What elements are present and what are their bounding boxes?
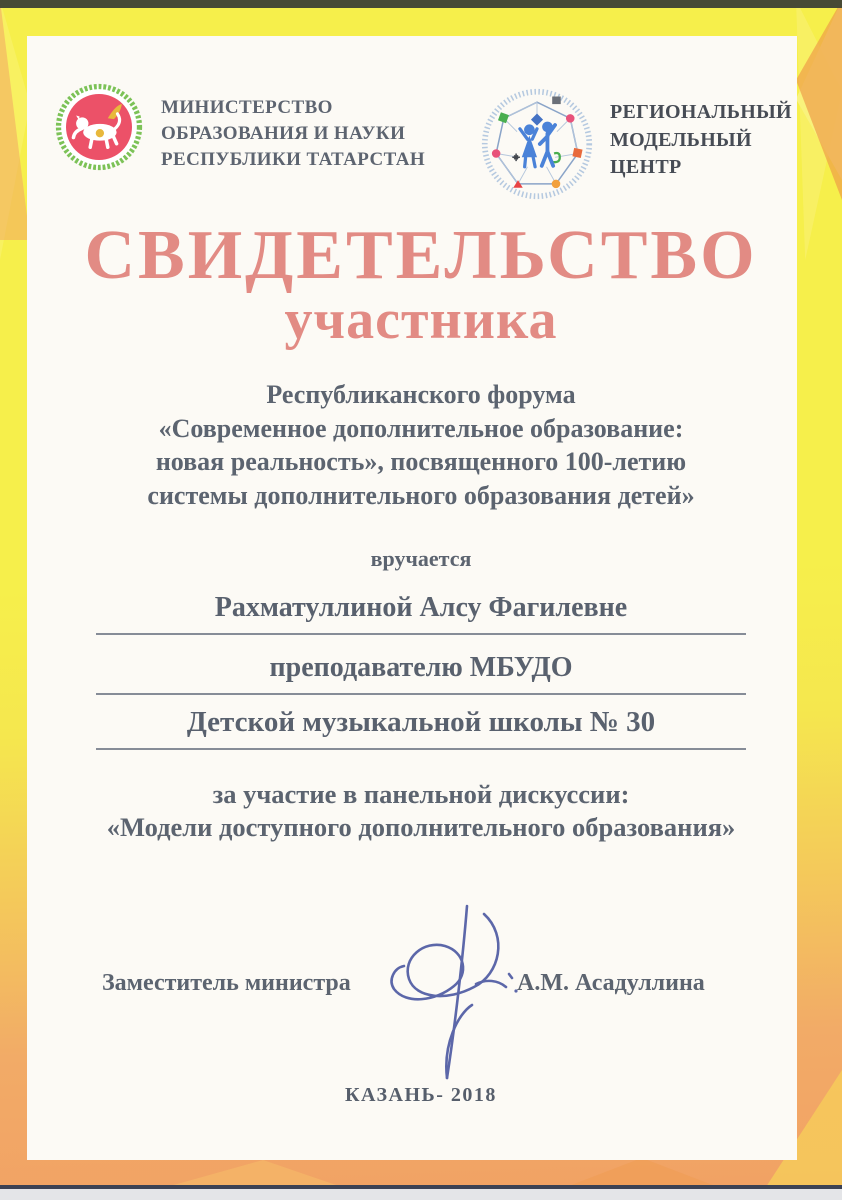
ministry-line: РЕСПУБЛИКИ ТАТАРСТАН bbox=[161, 148, 426, 170]
rmc-line: ЦЕНТР bbox=[610, 156, 682, 179]
recipient-name-line bbox=[96, 592, 746, 635]
recipient-name: Рахматуллиной Алсу Фагилевне bbox=[214, 592, 628, 623]
recipient-role-line bbox=[96, 652, 746, 695]
ministry-name bbox=[161, 95, 425, 172]
certificate-title: СВИДЕТЕЛЬСТВО bbox=[84, 217, 758, 294]
rmc-line: РЕГИОНАЛЬНЫЙ bbox=[610, 101, 792, 123]
signatory-position: Заместитель министра bbox=[102, 970, 351, 996]
scan-edge-top bbox=[0, 0, 842, 8]
forum-line: новая реальность», посвященного 100-летию bbox=[155, 447, 687, 476]
ministry-line: ОБРАЗОВАНИЯ И НАУКИ bbox=[161, 122, 406, 144]
rmc-line: МОДЕЛЬНЫЙ bbox=[610, 128, 752, 151]
participation-line: за участие в панельной дискуссии: bbox=[212, 779, 630, 809]
certificate-subtitle: участника bbox=[284, 289, 558, 351]
scan-edge-gap bbox=[0, 1189, 842, 1200]
rmc-name bbox=[610, 99, 792, 182]
scan-edge-bottom bbox=[0, 1185, 842, 1200]
forum-line: Республиканского форума bbox=[266, 380, 576, 409]
forum-line: «Современное дополнительное образование: bbox=[158, 413, 684, 443]
recipient-organization-line bbox=[96, 706, 746, 750]
tatarstan-emblem-icon bbox=[55, 83, 143, 171]
city-year: КАЗАНЬ- 2018 bbox=[345, 1084, 497, 1106]
presented-label: вручается bbox=[370, 546, 472, 571]
recipient-organization: Детской музыкальной школы № 30 bbox=[186, 706, 656, 738]
recipient-role: преподавателю МБУДО bbox=[269, 652, 573, 683]
participation-reason bbox=[0, 778, 842, 844]
rmc-network-logo-icon bbox=[478, 87, 596, 201]
forum-line: системы дополнительного образования детей» bbox=[147, 480, 695, 510]
participation-line: «Модели доступного дополнительного образования» bbox=[106, 812, 736, 842]
children-figures-icon bbox=[520, 122, 555, 167]
signatory-name: А.М. Асадуллина bbox=[517, 970, 705, 996]
ministry-line: МИНИСТЕРСТВО bbox=[161, 97, 333, 118]
forum-description bbox=[0, 378, 842, 512]
